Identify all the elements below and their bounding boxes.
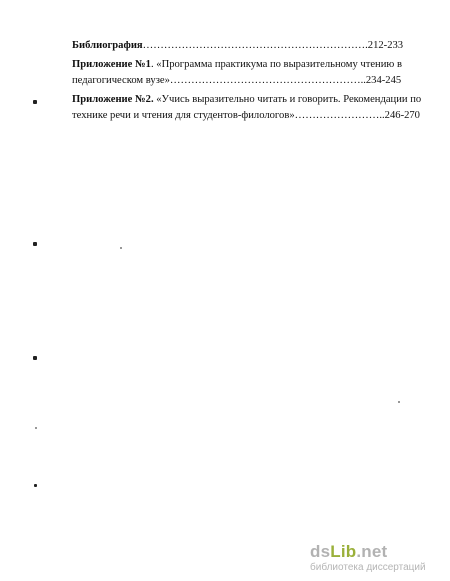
table-of-contents	[72, 38, 422, 127]
toc-title-line-1: . «Программа практикума по выразительному чтению в	[150, 59, 402, 70]
toc-page-range: 234-245	[365, 75, 402, 86]
scan-artifact-mark	[34, 484, 37, 487]
scan-artifact-mark	[33, 242, 37, 246]
scan-artifact-mark	[33, 356, 37, 360]
toc-label-appendix-2: Приложение №2.	[72, 94, 154, 105]
scan-artifact-mark	[33, 100, 37, 104]
toc-entry-appendix-2	[72, 92, 422, 124]
toc-title-line-2: технике речи и чтения для студентов-филологов»……………………..	[72, 110, 385, 121]
toc-label-bibliography: Библиография	[72, 40, 143, 51]
toc-page-range: 246-270	[384, 110, 420, 121]
toc-title-line-1: «Учись выразительно читать и говорить. Рекомендации по	[153, 94, 422, 105]
toc-entry-appendix-1	[72, 57, 402, 89]
toc-entry-bibliography	[72, 38, 402, 54]
scan-artifact-dot	[120, 247, 122, 249]
scan-artifact-dot	[398, 401, 400, 403]
watermark-logo: dsLib.net	[310, 542, 388, 561]
toc-title-line-2: педагогическом вузе»………………………………………………..	[72, 75, 366, 86]
toc-leader-dots: ……………………………………………………….	[142, 40, 368, 51]
toc-label-appendix-1: Приложение №1	[72, 59, 151, 70]
toc-page-range: 212-233	[367, 40, 404, 51]
watermark-subtitle: библиотека диссертаций	[310, 562, 426, 573]
dslib-watermark	[310, 543, 440, 573]
scan-artifact-dot	[35, 427, 37, 429]
